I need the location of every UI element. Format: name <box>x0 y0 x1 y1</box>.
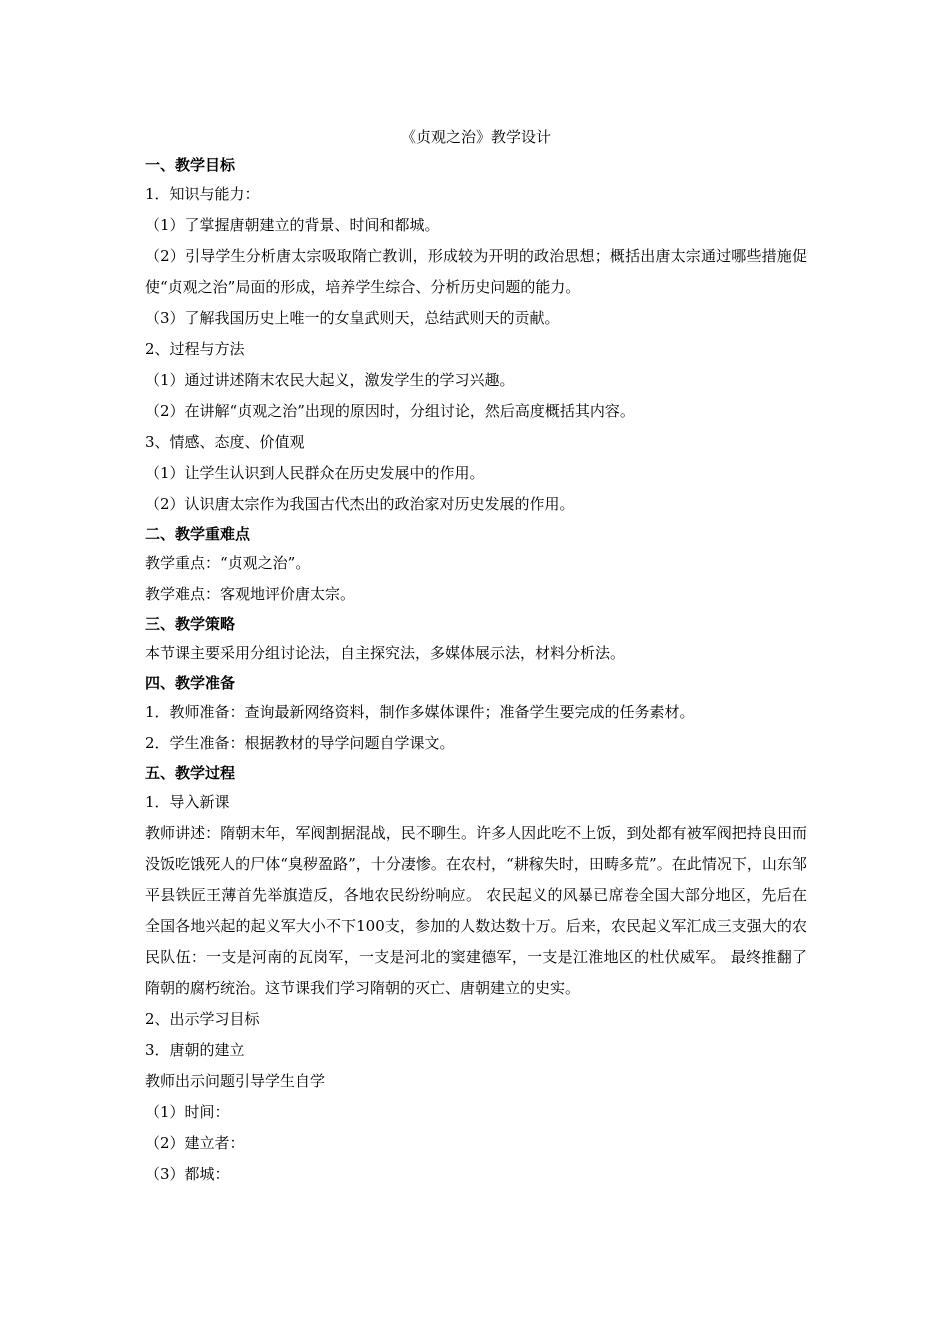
section-heading-preparation: 四、教学准备 <box>145 674 236 692</box>
list-item: （2）认识唐太宗作为我国古代杰出的政治家对历史发展的作用。 <box>145 495 575 513</box>
subheading-tang-founding: 3．唐朝的建立 <box>145 1041 245 1059</box>
list-item: 教学重点：“贞观之治”。 <box>145 554 311 572</box>
paragraph: 本节课主要采用分组讨论法，自主探究法，多媒体展示法，材料分析法。 <box>145 644 626 662</box>
subheading-values: 3、情感、态度、价值观 <box>145 433 305 451</box>
subheading-objectives-display: 2、出示学习目标 <box>145 1010 260 1028</box>
list-item: 1．教师准备：查询最新网络资料，制作多媒体课件；准备学生要完成的任务素材。 <box>145 703 695 721</box>
list-item: （3）都城： <box>145 1165 230 1183</box>
paragraph: 教师出示问题引导学生自学 <box>145 1072 326 1090</box>
list-item: （3）了解我国历史上唯一的女皇武则天，总结武则天的贡献。 <box>145 309 560 327</box>
section-heading-key-points: 二、教学重难点 <box>145 525 251 543</box>
list-item: （1）了掌握唐朝建立的背景、时间和都城。 <box>145 216 440 234</box>
section-heading-strategy: 三、教学策略 <box>145 615 236 633</box>
list-item: （1）时间： <box>145 1103 230 1121</box>
list-item: 教学难点：客观地评价唐太宗。 <box>145 585 356 603</box>
subheading-process: 2、过程与方法 <box>145 340 245 358</box>
list-item: （1）通过讲述隋末农民大起义，激发学生的学习兴趣。 <box>145 371 515 389</box>
subheading-knowledge: 1．知识与能力： <box>145 185 260 203</box>
list-item: （2）引导学生分析唐太宗吸取隋亡教训，形成较为开明的政治思想；概括出唐太宗通过哪些措施促使“贞观之治”局面的形成，培养学生综合、分析历史问题的能力。 <box>145 247 807 296</box>
list-item: （1）让学生认识到人民群众在历史发展中的作用。 <box>145 464 485 482</box>
subheading-intro: 1．导入新课 <box>145 793 230 811</box>
list-item: （2）建立者： <box>145 1134 245 1152</box>
document-page <box>145 127 807 1190</box>
document-title: 《贞观之治》教学设计 <box>400 128 551 146</box>
list-item: 2．学生准备：根据教材的导学问题自学课文。 <box>145 734 455 752</box>
section-heading-objectives: 一、教学目标 <box>145 156 236 174</box>
paragraph: 教师讲述：隋朝末年，军阀割据混战，民不聊生。许多人因此吃不上饭，到处都有被军阀把持良田而没饭吃饿死人的尸体“臭秽盈路”，十分凄惨。在农村，“耕稼失时，田畴多荒”。在此情况下，山东邹平县铁匠王薄首先举旗造反，各地农民纷纷响应。 农民起义的风暴已席卷全国大部分地区，先后在全国各地兴起的起义军大小不下100支，参加的人数达数十万。后来，农民起义军汇成三支强大的农民队伍：一支是河南的瓦岗军，一支是河北的窦建德军，一支是江淮地区的杜伏威军。 最终推翻了隋朝的腐朽统治。这节课我们学习隋朝的灭亡、唐朝建立的史实。 <box>145 824 807 997</box>
section-heading-process: 五、教学过程 <box>145 764 236 782</box>
list-item: （2）在讲解“贞观之治”出现的原因时，分组讨论，然后高度概括其内容。 <box>145 402 635 420</box>
